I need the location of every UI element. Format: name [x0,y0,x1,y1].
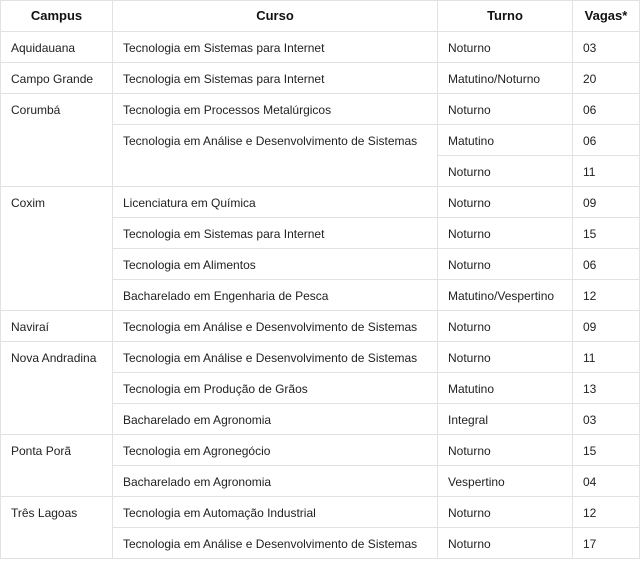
turno-cell: Matutino [438,125,573,156]
vagas-cell: 11 [573,156,640,187]
turno-cell: Noturno [438,218,573,249]
table-row [1,63,640,94]
curso-cell: Tecnologia em Sistemas para Internet [113,63,438,94]
curso-cell: Tecnologia em Processos Metalúrgicos [113,94,438,125]
turno-cell: Noturno [438,435,573,466]
campus-cell: Corumbá [1,94,113,187]
turno-cell: Noturno [438,342,573,373]
curso-cell: Bacharelado em Agronomia [113,404,438,435]
header-curso: Curso [113,1,438,32]
campus-cell: Coxim [1,187,113,311]
turno-cell: Noturno [438,528,573,559]
vagas-cell: 04 [573,466,640,497]
curso-cell: Tecnologia em Alimentos [113,249,438,280]
turno-cell: Vespertino [438,466,573,497]
vagas-cell: 20 [573,63,640,94]
vagas-cell: 09 [573,311,640,342]
turno-cell: Matutino [438,373,573,404]
vagas-cell: 03 [573,32,640,63]
vagas-cell: 13 [573,373,640,404]
turno-cell: Noturno [438,311,573,342]
turno-cell: Noturno [438,94,573,125]
turno-cell: Matutino/Noturno [438,63,573,94]
table-row [1,435,640,466]
curso-cell: Tecnologia em Produção de Grãos [113,373,438,404]
vagas-cell: 17 [573,528,640,559]
turno-cell: Matutino/Vespertino [438,280,573,311]
turno-cell: Noturno [438,249,573,280]
vagas-cell: 06 [573,249,640,280]
header-campus: Campus [1,1,113,32]
table-row [1,497,640,528]
turno-cell: Noturno [438,187,573,218]
header-vagas: Vagas* [573,1,640,32]
table-body [1,32,640,559]
table-row [1,311,640,342]
turno-cell: Noturno [438,497,573,528]
header-row [1,1,640,32]
vagas-cell: 11 [573,342,640,373]
vagas-cell: 03 [573,404,640,435]
table-row [1,342,640,373]
curso-cell: Bacharelado em Agronomia [113,466,438,497]
campus-cell: Naviraí [1,311,113,342]
header-turno: Turno [438,1,573,32]
table-row [1,187,640,218]
vagas-cell: 15 [573,435,640,466]
table-row [1,32,640,63]
campus-cell: Aquidauana [1,32,113,63]
vagas-cell: 15 [573,218,640,249]
curso-cell: Tecnologia em Análise e Desenvolvimento de Sistemas [113,342,438,373]
campus-cell: Nova Andradina [1,342,113,435]
vagas-cell: 09 [573,187,640,218]
curso-cell: Tecnologia em Sistemas para Internet [113,218,438,249]
curso-cell: Tecnologia em Automação Industrial [113,497,438,528]
table-header [1,1,640,32]
turno-cell: Noturno [438,156,573,187]
curso-cell: Tecnologia em Análise e Desenvolvimento de Sistemas [113,528,438,559]
vagas-cell: 06 [573,94,640,125]
curso-cell: Bacharelado em Engenharia de Pesca [113,280,438,311]
vagas-cell: 06 [573,125,640,156]
vagas-cell: 12 [573,497,640,528]
curso-cell: Tecnologia em Análise e Desenvolvimento de Sistemas [113,125,438,187]
campus-cell: Campo Grande [1,63,113,94]
campus-cell: Ponta Porã [1,435,113,497]
curso-cell: Licenciatura em Química [113,187,438,218]
campus-cell: Três Lagoas [1,497,113,559]
curso-cell: Tecnologia em Agronegócio [113,435,438,466]
curso-cell: Tecnologia em Análise e Desenvolvimento de Sistemas [113,311,438,342]
turno-cell: Integral [438,404,573,435]
vagas-cell: 12 [573,280,640,311]
turno-cell: Noturno [438,32,573,63]
table-row [1,94,640,125]
curso-cell: Tecnologia em Sistemas para Internet [113,32,438,63]
